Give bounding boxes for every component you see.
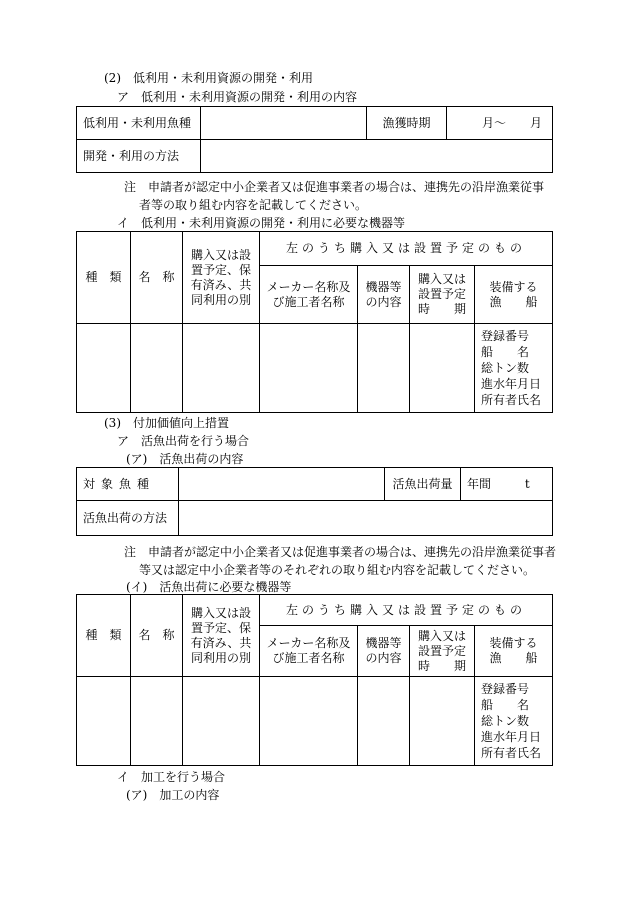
col-content-2 <box>358 626 410 677</box>
timing-field-2[interactable] <box>410 677 475 766</box>
col-vessel-2 <box>475 626 553 677</box>
owner-name-label-2: 所有者氏名 <box>481 746 542 760</box>
col-status-line3: 有済み、共 <box>190 277 252 292</box>
section-3-sub-a2: (イ) 活魚出荷に必要な機器等 <box>126 580 292 594</box>
col-vessel-line2: 漁 船 <box>489 294 538 309</box>
owner-name-label: 所有者氏名 <box>481 393 542 407</box>
species-field[interactable] <box>201 107 367 140</box>
col-timing-2-line2: 設置予定 <box>417 643 466 658</box>
col-vessel-line1: 装備する <box>489 279 538 294</box>
col-vessel-2-line2: 漁 船 <box>489 651 538 665</box>
col-status-line1: 購入又は設 <box>190 247 251 262</box>
live-fish-content-table <box>76 467 553 536</box>
section-3-sub-i: イ 加工を行う場合 <box>117 770 226 784</box>
col-status-2-line1: 購入又は設 <box>190 605 251 620</box>
col-planned-header-2: 左のうち購入又は設置予定のもの <box>260 595 553 626</box>
col-name: 名 称 <box>131 232 183 324</box>
maker-field-2[interactable] <box>260 677 358 766</box>
content-field-2[interactable] <box>358 677 410 766</box>
status-field[interactable] <box>183 324 260 413</box>
col-content-2-line2: の内容 <box>365 651 402 665</box>
resource-content-table <box>76 106 553 173</box>
timing-field[interactable] <box>410 324 475 413</box>
col-timing-line1: 購入又は <box>417 272 466 286</box>
reg-number-label-2: 登録番号 <box>481 682 530 696</box>
section-3-sub-a: ア 活魚出荷を行う場合 <box>117 434 250 448</box>
col-timing <box>410 266 475 324</box>
section-3-sub-i1: (ア) 加工の内容 <box>126 788 220 802</box>
col-status-2-line4: 同利用の別 <box>190 650 251 665</box>
col-maker-line1: メーカー名称及 <box>266 279 351 294</box>
tonnage-label-2: 総トン数 <box>481 714 530 728</box>
launch-date-label-2: 進水年月日 <box>481 730 542 744</box>
status-field-2[interactable] <box>183 677 260 766</box>
target-species-field[interactable] <box>179 468 385 501</box>
section-2-note-line2: 者等の取り組む内容を記載してください。 <box>139 198 368 212</box>
col-type: 種 類 <box>77 232 131 324</box>
col-status-2 <box>183 595 260 677</box>
vessel-name-label-2: 船 名 <box>481 698 530 712</box>
col-planned-header: 左のうち購入又は設置予定のもの <box>260 232 553 266</box>
col-timing-line3: 時 期 <box>417 302 466 316</box>
volume-field[interactable] <box>461 468 553 501</box>
equipment-table-2 <box>76 594 553 766</box>
col-maker-2-line1: メーカー名称及 <box>266 636 351 650</box>
col-content-line2: の内容 <box>365 294 402 309</box>
col-content-2-line1: 機器等 <box>365 636 402 650</box>
col-maker <box>260 266 358 324</box>
launch-date-label: 進水年月日 <box>481 377 542 391</box>
section-3-note-line2: 等又は認定中小企業者等のそれぞれの取り組む内容を記載してください。 <box>139 563 536 577</box>
col-status <box>183 232 260 324</box>
col-content-line1: 機器等 <box>365 279 402 294</box>
method-label: 開発・利用の方法 <box>77 140 201 173</box>
type-field[interactable] <box>77 324 131 413</box>
col-timing-line2: 設置予定 <box>417 287 466 301</box>
section-3-sub-a1: (ア) 活魚出荷の内容 <box>126 452 244 466</box>
col-status-line2: 置予定、保 <box>190 262 251 277</box>
type-field-2[interactable] <box>77 677 131 766</box>
section-2-note-line1: 注 申請者が認定中小企業者又は促進事業者の場合は、連携先の沿岸漁業従事 <box>124 180 545 194</box>
col-content <box>358 266 410 324</box>
col-status-2-line2: 置予定、保 <box>190 620 251 635</box>
equipment-table-1 <box>76 231 553 413</box>
section-2-sub-i: イ 低利用・未利用資源の開発・利用に必要な機器等 <box>117 216 406 230</box>
col-timing-2 <box>410 626 475 677</box>
col-maker-2 <box>260 626 358 677</box>
season-value[interactable]: 月～ 月 <box>447 107 553 140</box>
col-name-2: 名 称 <box>131 595 183 677</box>
content-field[interactable] <box>358 324 410 413</box>
tonnage-label: 総トン数 <box>481 361 530 375</box>
col-type-2: 種 類 <box>77 595 131 677</box>
col-status-line4: 同利用の別 <box>190 292 251 307</box>
volume-unit: t <box>524 476 530 491</box>
maker-field[interactable] <box>260 324 358 413</box>
section-3-heading: (3) 付加価値向上措置 <box>104 416 229 430</box>
reg-number-label: 登録番号 <box>481 329 530 343</box>
section-2-heading: (2) 低利用・未利用資源の開発・利用 <box>104 71 313 85</box>
vessel-field[interactable] <box>475 324 553 413</box>
vessel-field-2[interactable] <box>475 677 553 766</box>
method-field[interactable] <box>201 140 553 173</box>
name-field[interactable] <box>131 324 183 413</box>
target-species-label: 対象魚種 <box>77 468 179 501</box>
col-timing-2-line1: 購入又は <box>417 628 466 643</box>
col-timing-2-line3: 時 期 <box>417 658 466 673</box>
col-status-2-line3: 有済み、共 <box>190 635 252 650</box>
section-2-sub-a: ア 低利用・未利用資源の開発・利用の内容 <box>117 90 358 104</box>
col-vessel <box>475 266 553 324</box>
vessel-name-label: 船 名 <box>481 345 530 359</box>
species-label: 低利用・未利用魚種 <box>77 107 201 140</box>
season-label: 漁獲時期 <box>367 107 447 140</box>
volume-prefix: 年間 <box>467 476 492 491</box>
name-field-2[interactable] <box>131 677 183 766</box>
section-3-note-line1: 注 申請者が認定中小企業者又は促進事業者の場合は、連携先の沿岸漁業従事者 <box>124 545 557 559</box>
live-fish-method-label: 活魚出荷の方法 <box>77 501 179 536</box>
col-vessel-2-line1: 装備する <box>489 636 538 650</box>
volume-label: 活魚出荷量 <box>385 468 461 501</box>
col-maker-line2: び施工者名称 <box>272 294 345 309</box>
live-fish-method-field[interactable] <box>179 501 553 536</box>
col-maker-2-line2: び施工者名称 <box>272 651 345 665</box>
